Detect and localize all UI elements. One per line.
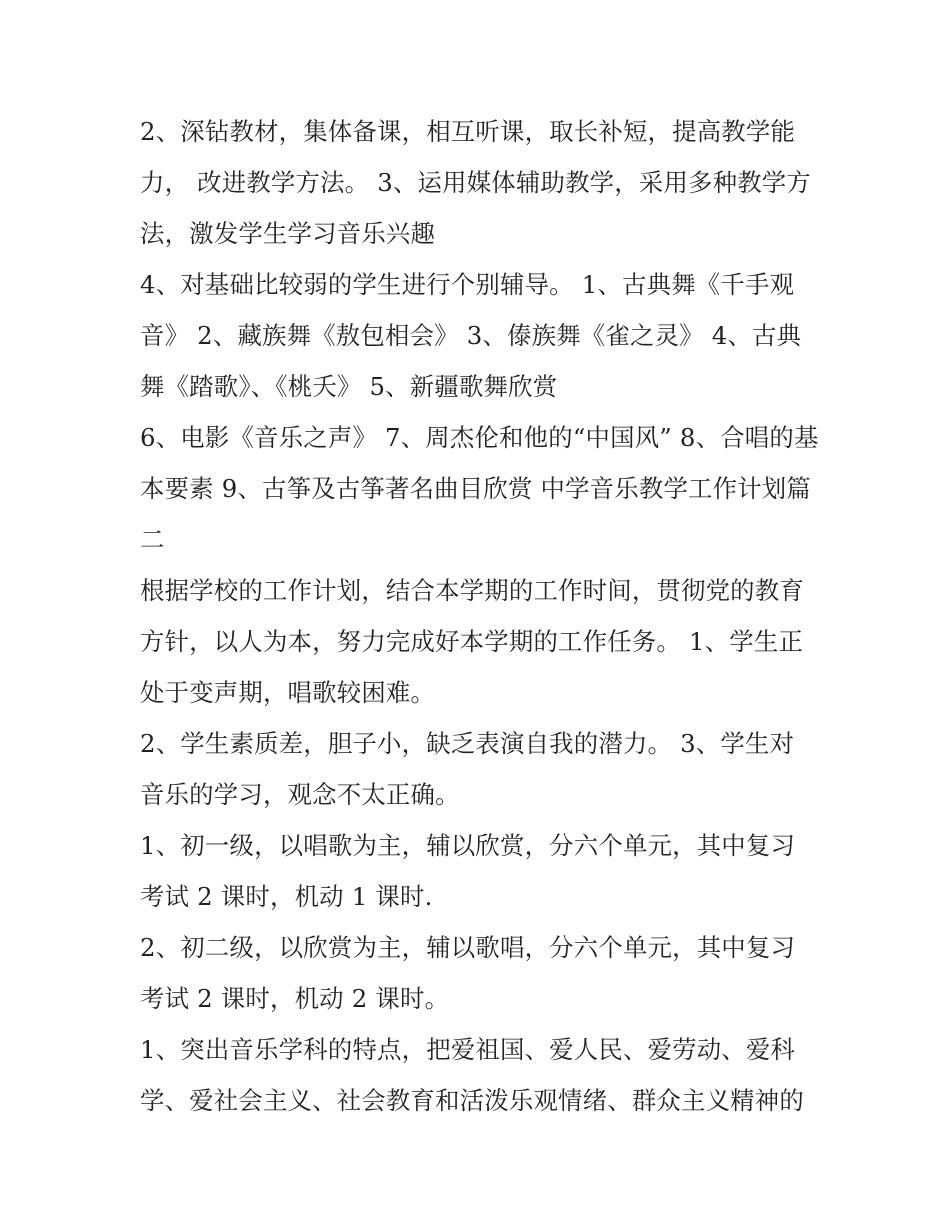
text-line: 6、电影《音乐之声》 7、周杰伦和他的“中国风” 8、合唱的基	[140, 423, 819, 452]
text-line: 学、爱社会主义、社会教育和活泼乐观情绪、群众主义精神的	[140, 1086, 804, 1115]
text-line: 考试 2 课时，机动 1 课时.	[140, 882, 433, 911]
text-line: 法，激发学生学习音乐兴趣	[140, 219, 436, 248]
text-line: 音》 2、藏族舞《敖包相会》 3、傣族舞《雀之灵》 4、古典	[140, 321, 802, 350]
text-line: 处于变声期，唱歌较困难。	[140, 678, 436, 707]
text-line: 根据学校的工作计划，结合本学期的工作时间，贯彻党的教育	[140, 576, 804, 605]
text-line: 音乐的学习，观念不太正确。	[140, 780, 460, 809]
text-line: 考试 2 课时，机动 2 课时。	[140, 984, 450, 1013]
text-line: 2、深钻教材，集体备课，相互听课，取长补短，提高教学能	[140, 117, 796, 146]
text-line: 1、初一级，以唱歌为主，辅以欣赏，分六个单元，其中复习	[140, 831, 796, 860]
text-line: 舞《踏歌》、《桃夭》 5、新疆歌舞欣赏	[140, 372, 558, 401]
text-line: 力， 改进教学方法。 3、运用媒体辅助教学，采用多种教学方	[140, 168, 811, 197]
text-line: 本要素 9、古筝及古筝著名曲目欣赏 中学音乐教学工作计划篇	[140, 474, 811, 503]
document-body	[140, 106, 820, 1126]
text-line: 2、学生素质差，胆子小，缺乏表演自我的潜力。 3、学生对	[140, 729, 795, 758]
text-line: 方针，以人为本，努力完成好本学期的工作任务。 1、学生正	[140, 627, 804, 656]
text-line: 4、对基础比较弱的学生进行个别辅导。 1、古典舞《千手观	[140, 270, 795, 299]
text-line: 二	[140, 525, 165, 554]
text-line: 1、突出音乐学科的特点，把爱祖国、爱人民、爱劳动、爱科	[140, 1035, 796, 1064]
text-line: 2、初二级，以欣赏为主，辅以歌唱，分六个单元，其中复习	[140, 933, 796, 962]
